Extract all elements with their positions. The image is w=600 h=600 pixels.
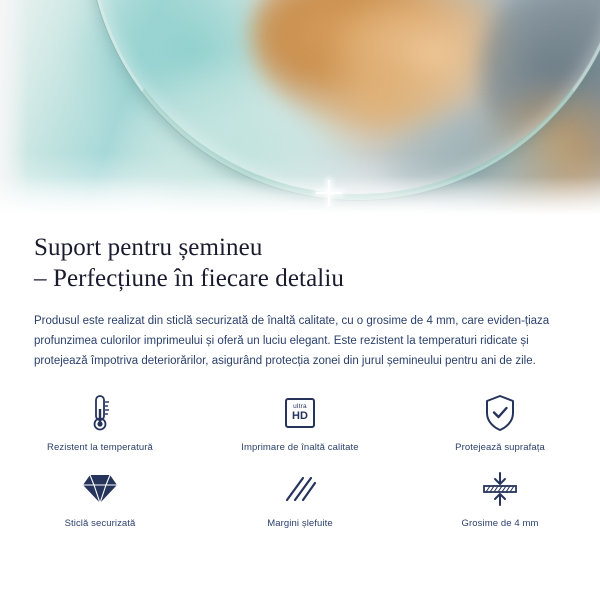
feature-item	[0, 467, 200, 529]
polished-edges-icon	[283, 467, 317, 511]
ultra-hd-badge-bottom: HD	[292, 410, 308, 423]
feature-caption: Imprimare de înaltă calitate	[241, 442, 359, 453]
shield-check-icon	[483, 391, 517, 435]
diamond-icon	[81, 467, 119, 511]
ultra-hd-icon	[285, 391, 315, 435]
hero-image	[0, 0, 600, 222]
hero-bottom-fade	[0, 176, 600, 222]
feature-caption: Grosime de 4 mm	[461, 518, 539, 529]
feature-item	[200, 467, 400, 529]
feature-grid	[0, 391, 600, 529]
feature-item	[0, 391, 200, 453]
description-paragraph: Produsul este realizat din sticlă securizată de înaltă calitate, cu o grosime de 4 mm, care eviden-țiaza profunzimea culorilor imprimeului și oferă un luciu elegant. Este rezistent la temperaturi ridicate și protejează împotriva deteriorărilor, asigurând protecția zonei din jurul șemineului pentru ani de zile.	[34, 315, 550, 367]
thickness-4mm-icon	[481, 467, 519, 511]
feature-caption: Rezistent la temperatură	[47, 442, 153, 453]
feature-item	[400, 467, 600, 529]
feature-item	[400, 391, 600, 453]
ultra-hd-badge-top: ultra	[293, 402, 307, 410]
content-area	[0, 222, 600, 529]
page-title	[34, 232, 554, 294]
headline-line-2: – Perfecțiune în fiecare detaliu	[34, 265, 344, 292]
feature-caption: Protejează suprafața	[455, 442, 545, 453]
thermometer-icon	[87, 391, 113, 435]
headline-line-1: Suport pentru șemineu	[34, 234, 263, 261]
feature-caption: Margini șlefuite	[267, 518, 333, 529]
feature-caption: Sticlă securizată	[64, 518, 136, 529]
feature-item	[200, 391, 400, 453]
